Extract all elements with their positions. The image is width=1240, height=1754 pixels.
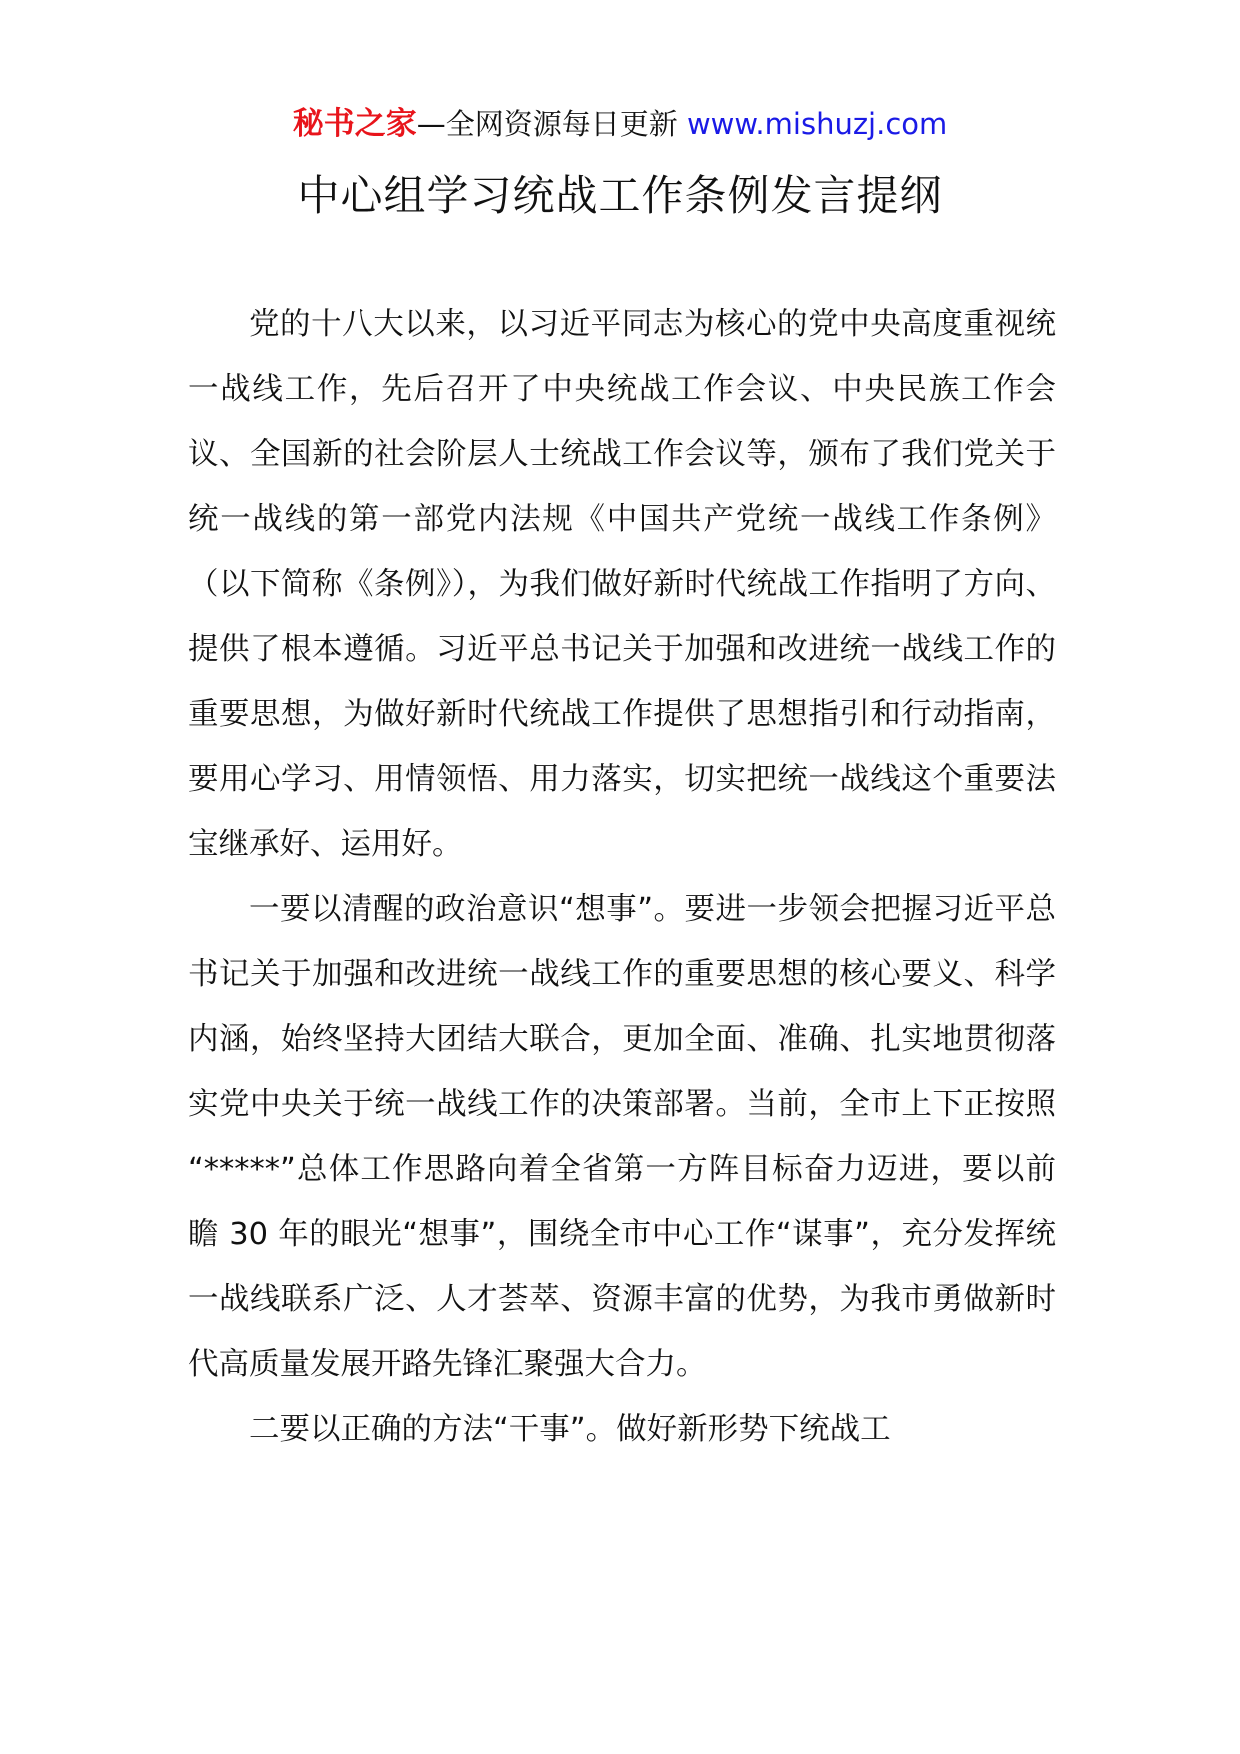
document-title: 中心组学习统战工作条例发言提纲 [297,171,943,220]
paragraph-point-one: 一要以清醒的政治意识“想事”。要进一步领会把握习近平总书记关于加强和改进统一战线工作的重要思想的核心要义、科学内涵，始终坚持大团结大联合，更加全面、准确、扎实地贯彻落实党中央关于统一战线工作的决策部署。当前，全市上下正按照 “*****”总体工作思路向着全省第一方阵目标奋力迈进，要以前瞻 30 年的眼光“想事”，围绕全市中心工作“谋事”，充分发挥统一战线联系广泛、人才荟萃、资源丰富的优势，为我市勇做新时代高质量发展开路先锋汇聚强大合力。 [188,892,1056,1382]
site-url-link[interactable]: www.mishuzj.com [686,107,948,141]
paragraph-point-two: 二要以正确的方法“干事”。做好新形势下统战工 [249,1412,891,1447]
site-header [0,104,1240,144]
header-tagline: —全网资源每日更新 [416,107,687,141]
document-body [188,292,1056,1462]
paragraph-intro: 党的十八大以来，以习近平同志为核心的党中央高度重视统一战线工作，先后召开了中央统战工作会议、中央民族工作会议、全国新的社会阶层人士统战工作会议等，颁布了我们党关于统一战线的第一部党内法规《中国共产党统一战线工作条例》（以下简称《条例》），为我们做好新时代统战工作指明了方向、提供了根本遵循。习近平总书记关于加强和改进统一战线工作的重要思想，为做好新时代统战工作提供了思想指引和行动指南，要用心学习、用情领悟、用力落实，切实把统一战线这个重要法宝继承好、运用好。 [188,307,1056,862]
brand-name: 秘书之家 [292,106,417,142]
